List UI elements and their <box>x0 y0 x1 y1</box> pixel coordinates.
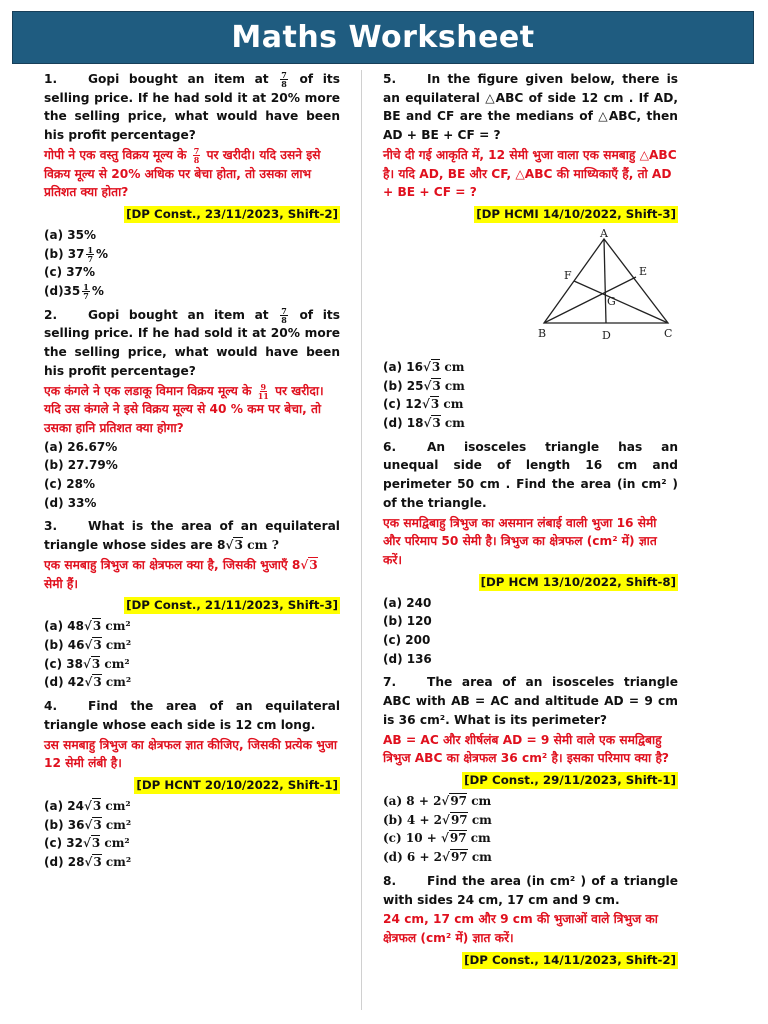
fraction <box>280 307 288 324</box>
question-text-hi <box>44 382 340 438</box>
option: (a) 240 <box>383 595 432 610</box>
question-4 <box>44 697 340 872</box>
question-text-hi: उस समबाहु त्रिभुज का क्षेत्रफल ज्ञात कीजिए, जिसकी प्रत्येक भुजा 12 सेमी लंबी है। <box>44 737 337 771</box>
question-text-part: सेमी हैं। <box>44 576 79 591</box>
option: (a) 8 + 2√97 cm <box>383 793 492 808</box>
option-label: (d) 18 <box>383 416 424 431</box>
question-text-part: In the figure given below, there is an equilateral △ABC of side 12 cm . If AD, BE and CF are the medians of △ABC, then AD + BE + CF = ? <box>383 72 678 143</box>
radicand: 3 <box>92 798 102 813</box>
source-badge: [DP Const., 21/11/2023, Shift-3] <box>126 598 338 613</box>
radicand: 3 <box>91 656 101 671</box>
source-badge: [DP Const., 29/11/2023, Shift-1] <box>464 772 676 787</box>
option-unit: cm <box>444 378 465 393</box>
triangle-figure <box>538 229 678 353</box>
option-label: (d) 42 <box>44 675 85 690</box>
option-label: (b) 25 <box>383 378 424 393</box>
radicand: 3 <box>432 378 441 393</box>
source-badge: [DP HCM 13/10/2022, Shift-8] <box>480 574 676 589</box>
point-label-d: D <box>602 328 611 342</box>
option-unit: cm² <box>104 836 130 851</box>
option: (b) 27.79% <box>44 458 118 473</box>
question-text-part: of its selling price. If he had sold it at 20% more the selling price, what would have been his profit percentage? <box>44 72 340 143</box>
radicand: 3 <box>93 675 102 690</box>
question-text-en <box>383 673 678 729</box>
source-badge: [DP HCMI 14/10/2022, Shift-3] <box>476 206 676 221</box>
radicand: 3 <box>93 637 102 652</box>
question-text-hi: AB = AC और शीर्षलंब AD = 9 सेमी वाले एक समद्विबाहु त्रिभुज ABC का क्षेत्रफल 36 cm² है। इसका परिमाप क्या है? <box>383 732 670 766</box>
option: (d) 6 + 2√97 cm <box>383 850 492 865</box>
question-number: 8. <box>383 873 397 888</box>
option: (a) 26.67% <box>44 439 118 454</box>
option-label: (a) 8 + 2 <box>383 793 442 808</box>
fraction <box>280 71 288 88</box>
option: (a) 48√3 cm² <box>44 619 131 634</box>
question-text-part: cm ? <box>247 538 279 553</box>
question-text-part: पर खरीदा। यदि उस कंगले ने इसे विक्रय मूल्य से 40 % कम पर बेचा, तो उसका हानि प्रतिशत क्या होगा? <box>44 383 324 435</box>
option-label: (c) 10 + <box>383 831 441 846</box>
question-2 <box>44 306 340 513</box>
option-label: (d)35 <box>44 284 81 299</box>
option-unit: cm² <box>105 855 132 870</box>
radicand: 97 <box>450 793 468 808</box>
radicand: 97 <box>450 850 468 865</box>
option: (c) 32√3 cm² <box>44 836 130 851</box>
fraction-denominator: 8 <box>281 314 287 325</box>
source-badge: [DP HCNT 20/10/2022, Shift-1] <box>136 777 338 792</box>
option-label: (a) 16 <box>383 359 423 374</box>
option: (d) 18√3 cm <box>383 416 465 431</box>
fraction-denominator: 7 <box>87 253 94 264</box>
fraction <box>86 246 94 263</box>
option-label: (d) 28 <box>44 855 85 870</box>
question-1 <box>44 70 340 301</box>
fraction-numerator: 1 <box>83 282 89 293</box>
point-label-g: G <box>607 294 616 308</box>
option: (d) 136 <box>383 651 432 666</box>
question-number: 6. <box>383 439 397 454</box>
question-text-en <box>383 70 678 145</box>
question-3 <box>44 517 340 692</box>
vertex-label-c: C <box>664 326 673 340</box>
fraction-denominator: 11 <box>257 390 269 401</box>
question-number: 4. <box>44 699 58 714</box>
radicand: 3 <box>432 416 441 431</box>
option-label: (b) 46 <box>44 637 85 652</box>
question-text-part: of its selling price. If he had sold it at 20% more the selling price, what would have been his profit percentage? <box>44 307 340 378</box>
radicand: 3 <box>92 619 102 634</box>
radicand: 3 <box>91 836 101 851</box>
question-text-part: Gopi bought an item at <box>88 307 269 322</box>
option-label: (c) 38 <box>44 656 83 671</box>
radicand: 3 <box>309 557 318 572</box>
option: (d) 33% <box>44 495 97 510</box>
option-unit: cm <box>470 831 491 846</box>
radicand: 3 <box>93 817 102 832</box>
question-text-part: The area of an isosceles triangle ABC with AB = AC and altitude AD = 9 cm is 36 cm². What is its perimeter? <box>383 675 678 727</box>
option-suffix: % <box>96 246 109 261</box>
option: (b) 4 + 2√97 cm <box>383 812 492 827</box>
option-suffix: % <box>91 284 104 299</box>
option: (b) 46√3 cm² <box>44 637 132 652</box>
option-unit: cm <box>471 812 492 827</box>
option-unit: cm² <box>104 656 130 671</box>
fraction <box>82 283 90 300</box>
question-text-part: Gopi bought an item at <box>88 72 269 86</box>
fraction-numerator: 7 <box>281 70 287 80</box>
question-text-hi <box>44 556 340 593</box>
option-label: (d) 6 + 2 <box>383 850 443 865</box>
question-6 <box>383 438 678 669</box>
question-text-part: What is the area of an equilateral triangle whose sides are 8 <box>44 519 340 553</box>
question-text-en <box>383 872 678 909</box>
question-text-hi: एक समद्विबाहु त्रिभुज का असमान लंबाई वाली भुजा 16 सेमी और परिमाप 50 सेमी है। त्रिभुज का क्षेत्रफल (cm² में) ज्ञात करें। <box>383 515 657 567</box>
question-text-part: गोपी ने एक वस्तु विक्रय मूल्य के <box>44 147 187 162</box>
option-unit: cm² <box>105 637 132 652</box>
option-unit: cm <box>444 416 465 431</box>
right-column <box>383 70 678 974</box>
question-text-en <box>44 697 340 734</box>
question-text-part: Find the area of an equilateral triangle whose each side is 12 cm long. <box>44 699 340 732</box>
point-label-e: E <box>639 264 648 278</box>
vertex-label-a: A <box>600 228 608 240</box>
question-text-en <box>44 70 340 145</box>
option: (b) 120 <box>383 614 432 629</box>
page-title: Maths Worksheet <box>231 20 535 55</box>
fraction-numerator: 9 <box>260 381 267 392</box>
fraction <box>258 383 269 400</box>
option-label: (a) 24 <box>44 798 84 813</box>
radicand: 3 <box>234 538 243 553</box>
option: (c) 12√3 cm <box>383 397 464 412</box>
radicand: 97 <box>450 812 468 827</box>
question-text-hi: 24 cm, 17 cm और 9 cm की भुजाओं वाले त्रिभुज का क्षेत्रफल (cm² में) ज्ञात करें। <box>383 912 658 945</box>
option-label: (b) 4 + 2 <box>383 812 443 827</box>
fraction-denominator: 7 <box>83 291 89 302</box>
left-column <box>44 70 340 877</box>
option-unit: cm² <box>105 817 132 832</box>
fraction-numerator: 7 <box>193 145 200 156</box>
question-number: 5. <box>383 72 397 86</box>
option: (c) 28% <box>44 477 95 492</box>
fraction <box>193 147 201 164</box>
question-number: 1. <box>44 72 58 86</box>
option-label: (b) 36 <box>44 817 85 832</box>
option <box>44 282 340 301</box>
option: (a) 35% <box>44 227 96 242</box>
sqrt-expression: √3 <box>300 557 318 572</box>
question-text-part: An isosceles triangle has an unequal side of length 16 cm and perimeter 50 cm . Find the area (in cm² ) of the triangle. <box>383 439 678 510</box>
question-8 <box>383 872 678 969</box>
point-label-f: F <box>564 268 572 282</box>
source-badge: [DP Const., 14/11/2023, Shift-2] <box>464 952 676 967</box>
question-text-en <box>383 438 678 513</box>
option: (c) 37% <box>44 265 95 280</box>
option: (a) 16√3 cm <box>383 359 465 374</box>
fraction-numerator: 1 <box>87 244 94 255</box>
fraction-denominator: 8 <box>281 79 287 89</box>
option-unit: cm <box>444 359 465 374</box>
question-text-hi: नीचे दी गई आकृति में, 12 सेमी भुजा वाला एक समबाहु △ABC है। यदि AD, BE और CF, △ABC की माध्यिकाएँ हैं, तो AD + BE + CF = ? <box>383 147 677 200</box>
fraction-denominator: 8 <box>193 154 200 165</box>
question-text-en <box>44 306 340 381</box>
option-unit: cm² <box>105 675 132 690</box>
radicand: 3 <box>430 397 440 412</box>
option: (b) 25√3 cm <box>383 378 465 393</box>
source-badge: [DP Const., 23/11/2023, Shift-2] <box>126 206 338 221</box>
question-number: 2. <box>44 307 58 322</box>
option <box>44 245 340 264</box>
option: (d) 42√3 cm² <box>44 675 132 690</box>
median-ad <box>604 239 606 323</box>
question-number: 3. <box>44 519 58 534</box>
option-unit: cm <box>471 793 492 808</box>
option-unit: cm <box>443 397 464 412</box>
column-divider <box>361 70 362 1010</box>
fraction-numerator: 7 <box>281 305 287 316</box>
option-label: (c) 12 <box>383 397 422 412</box>
question-number: 7. <box>383 675 397 690</box>
question-text-part: एक समबाहु त्रिभुज का क्षेत्रफल क्या है, जिसकी भुजाएँ 8 <box>44 557 301 572</box>
question-text-en <box>44 517 340 554</box>
option-unit: cm² <box>105 798 131 813</box>
radicand: 97 <box>449 831 467 846</box>
option: (c) 10 + √97 cm <box>383 831 491 846</box>
question-text-hi <box>44 146 340 202</box>
radicand: 3 <box>93 855 102 870</box>
question-text-part: एक कंगले ने एक लडाकू विमान विक्रय मूल्य के <box>44 383 252 398</box>
median-be <box>544 277 636 323</box>
radicand: 3 <box>431 359 441 374</box>
question-text-part: Find the area (in cm² ) of a triangle with sides 24 cm, 17 cm and 9 cm. <box>383 873 678 907</box>
median-cf <box>574 281 668 323</box>
option-unit: cm² <box>105 619 131 634</box>
option-label: (a) 48 <box>44 619 84 634</box>
question-text-part: पर खरीदी। यदि उसने इसे विक्रय मूल्य से 20% अधिक पर बेचा होता, तो उसका लाभ प्रतिशत क्या होता? <box>44 147 321 200</box>
triangle-diagram <box>538 229 678 349</box>
option: (c) 200 <box>383 633 431 648</box>
option: (a) 24√3 cm² <box>44 798 131 813</box>
vertex-label-b: B <box>538 326 547 340</box>
option-label: (b) 37 <box>44 246 85 261</box>
option: (c) 38√3 cm² <box>44 656 130 671</box>
worksheet-header <box>12 11 754 64</box>
option: (b) 36√3 cm² <box>44 817 132 832</box>
option-label: (c) 32 <box>44 836 83 851</box>
sqrt-expression: √3 <box>225 538 243 553</box>
question-7 <box>383 673 678 866</box>
option-unit: cm <box>471 850 492 865</box>
question-5 <box>383 70 678 433</box>
option: (d) 28√3 cm² <box>44 855 132 870</box>
